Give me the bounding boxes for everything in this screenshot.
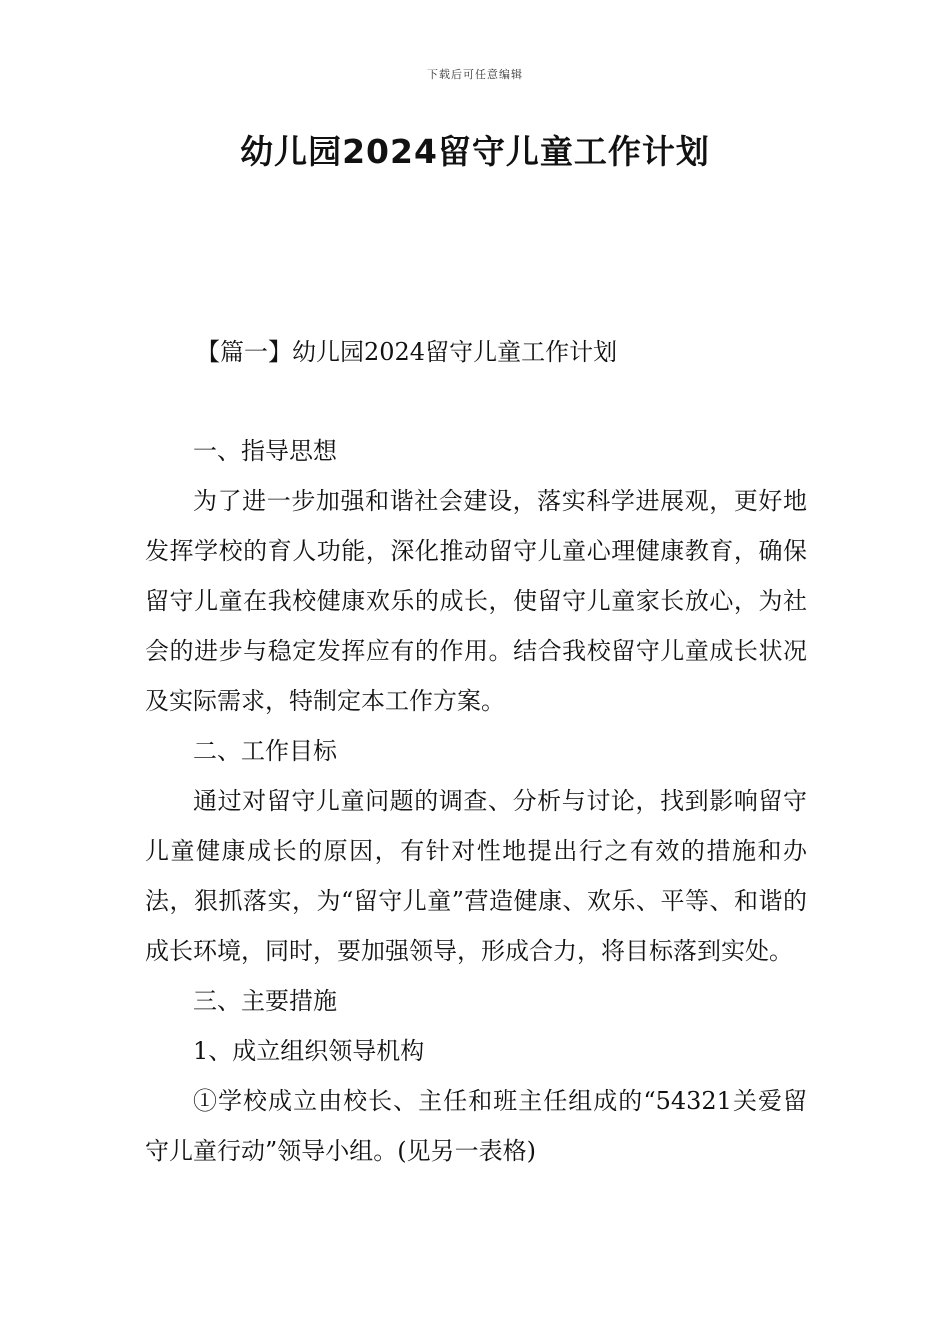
heading-main-measures: 三、主要措施 xyxy=(193,987,337,1015)
paragraph-guiding-ideology: 为了进一步加强和谐社会建设，落实科学进展观，更好地发挥学校的育人功能，深化推动留守儿童心理健康教育，确保留守儿童在我校健康欢乐的成长，使留守儿童家长放心，为社会的进步与稳定发挥应有的作用。结合我校留守儿童成长状况及实际需求，特制定本工作方案。 xyxy=(145,487,807,715)
heading-work-goals: 二、工作目标 xyxy=(193,737,337,765)
paragraph-work-goals: 通过对留守儿童问题的调查、分析与讨论，找到影响留守儿童健康成长的原因，有针对性地提出行之有效的措施和办法，狠抓落实，为“留守儿童”营造健康、欢乐、平等、和谐的成长环境，同时，要加强领导，形成合力，将目标落到实处。 xyxy=(145,787,807,965)
document-body xyxy=(145,426,807,1176)
header-note: 下载后可任意编辑 xyxy=(427,68,523,81)
paragraph-leadership-group: ①学校成立由校长、主任和班主任组成的“54321关爱留守儿童行动”领导小组。(见另一表格) xyxy=(145,1087,807,1165)
section-heading: 【篇一】幼儿园2024留守儿童工作计划 xyxy=(196,338,618,366)
subheading-organization: 1、成立组织领导机构 xyxy=(193,1037,425,1065)
document-title: 幼儿园2024留守儿童工作计划 xyxy=(240,132,710,171)
heading-guiding-ideology: 一、指导思想 xyxy=(193,437,337,465)
